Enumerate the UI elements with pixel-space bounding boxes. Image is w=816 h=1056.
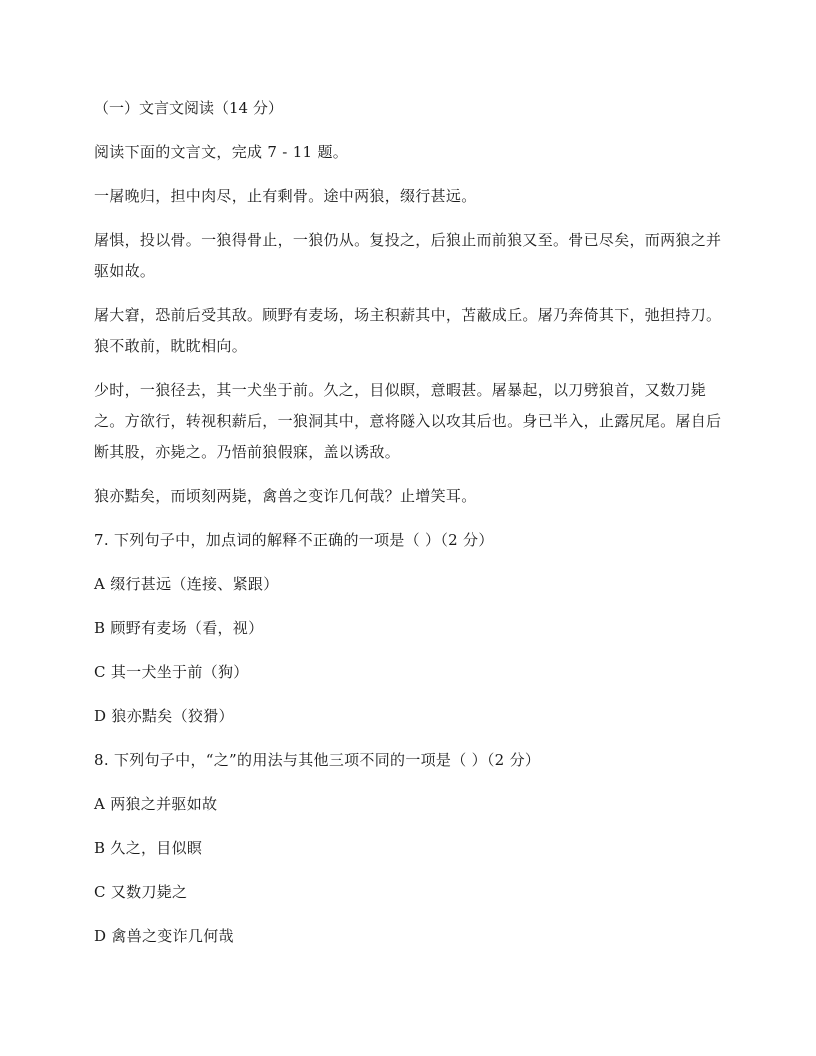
question-option-a: A 缀行甚远（连接、紧跟） (94, 575, 279, 593)
question-option-c: C 又数刀毙之 (94, 883, 188, 901)
passage-paragraph: 屠大窘，恐前后受其敌。顾野有麦场，场主积薪其中，苫蔽成丘。屠乃奔倚其下，弛担持刀。狼不敢前，眈眈相向。 (94, 306, 722, 355)
passage-paragraph: 屠惧，投以骨。一狼得骨止，一狼仍从。复投之，后狼止而前狼又至。骨已尽矣，而两狼之并驱如故。 (94, 231, 722, 280)
passage-paragraph: 少时，一狼径去，其一犬坐于前。久之，目似瞑，意暇甚。屠暴起，以刀劈狼首，又数刀毙之。方欲行，转视积薪后，一狼洞其中，意将隧入以攻其后也。身已半入，止露尻尾。屠自后断其股，亦毙之。乃悟前狼假寐，盖以诱敌。 (94, 381, 722, 461)
section-title: （一）文言文阅读（14 分） (94, 99, 283, 117)
instruction-text: 阅读下面的文言文，完成 7 - 11 题。 (94, 143, 349, 161)
question-8 (94, 745, 724, 952)
question-option-b: B 顾野有麦场（看，视） (94, 619, 264, 637)
passage-paragraph: 狼亦黠矣，而顷刻两毙，禽兽之变诈几何哉？止增笑耳。 (94, 487, 477, 505)
question-option-c: C 其一犬坐于前（狗） (94, 663, 249, 681)
question-7 (94, 525, 724, 732)
passage (94, 181, 724, 512)
document-body (94, 93, 724, 965)
question-option-b: B 久之，目似瞑 (94, 839, 203, 857)
passage-paragraph: 一屠晚归，担中肉尽，止有剩骨。途中两狼，缀行甚远。 (94, 187, 477, 205)
question-stem: 8. 下列句子中，“之”的用法与其他三项不同的一项是（ ）（2 分） (94, 751, 541, 769)
question-stem: 7. 下列句子中，加点词的解释不正确的一项是（ ）（2 分） (94, 531, 494, 549)
question-option-a: A 两狼之并驱如故 (94, 795, 218, 813)
question-option-d: D 禽兽之变诈几何哉 (94, 927, 234, 945)
question-option-d: D 狼亦黠矣（狡猾） (94, 707, 234, 725)
